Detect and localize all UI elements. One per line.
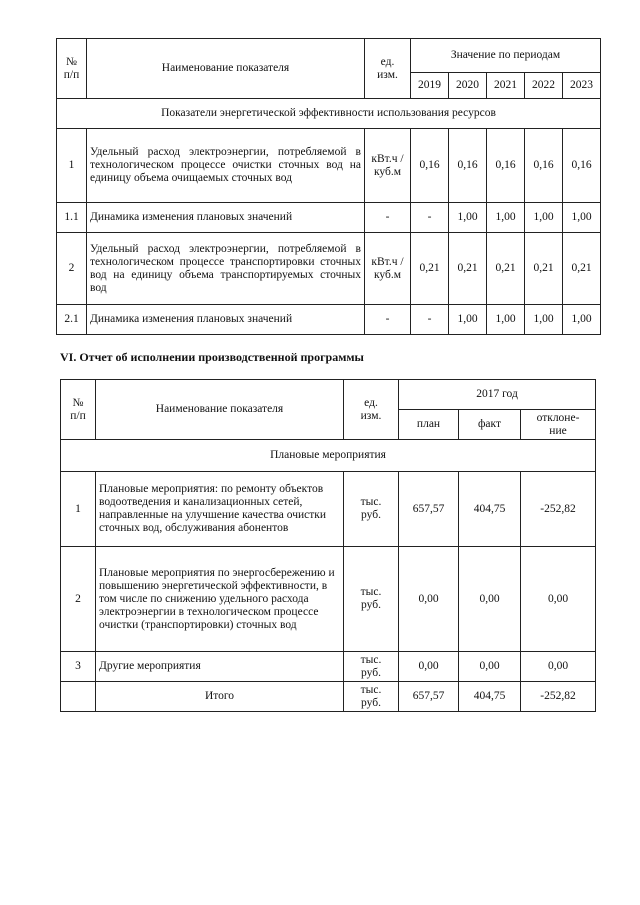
row-fact: 0,00: [459, 547, 521, 652]
production-program-report-table: [60, 379, 596, 712]
row-value: 1,00: [563, 305, 601, 335]
energy-efficiency-table: [56, 38, 601, 335]
col-header-unit: ед. изм.: [365, 39, 411, 99]
table-row: [57, 203, 601, 233]
row-value: 1,00: [525, 305, 563, 335]
row-unit: тыс. руб.: [344, 472, 399, 547]
row-value: 1,00: [487, 305, 525, 335]
row-value: 1,00: [525, 203, 563, 233]
row-num: 3: [61, 652, 96, 682]
total-num-cell: [61, 682, 96, 712]
year-header: 2023: [563, 73, 601, 99]
row-value: 0,16: [563, 129, 601, 203]
row-num: 1.1: [57, 203, 87, 233]
row-unit: -: [365, 203, 411, 233]
col-header-deviation: отклоне- ние: [521, 410, 596, 440]
col-header-name: Наименование показателя: [87, 39, 365, 99]
year-header: 2022: [525, 73, 563, 99]
row-fact: 404,75: [459, 472, 521, 547]
table-row: [61, 547, 596, 652]
row-deviation: 0,00: [521, 547, 596, 652]
col-header-fact: факт: [459, 410, 521, 440]
row-value: 0,16: [487, 129, 525, 203]
col-header-unit: ед. изм.: [344, 380, 399, 440]
row-value: 0,21: [563, 233, 601, 305]
row-value: 0,21: [449, 233, 487, 305]
table-row: [61, 652, 596, 682]
table-row: [57, 233, 601, 305]
table-row: [57, 305, 601, 335]
year-header: 2020: [449, 73, 487, 99]
col-header-name: Наименование показателя: [96, 380, 344, 440]
total-deviation: -252,82: [521, 682, 596, 712]
row-deviation: 0,00: [521, 652, 596, 682]
row-num: 2: [61, 547, 96, 652]
row-value: 0,16: [411, 129, 449, 203]
row-num: 2: [57, 233, 87, 305]
total-unit: тыс. руб.: [344, 682, 399, 712]
row-deviation: -252,82: [521, 472, 596, 547]
row-plan: 0,00: [399, 547, 459, 652]
section-title: VI. Отчет об исполнении производственной программы: [60, 350, 364, 364]
row-value: 1,00: [449, 203, 487, 233]
row-value: 0,16: [449, 129, 487, 203]
row-name: Удельный расход электроэнергии, потребляемой в технологическом процессе транспортировки сточных вод на единицу объема транспортируемых сточных вод: [87, 233, 365, 305]
row-num: 1: [57, 129, 87, 203]
row-unit: кВт.ч / куб.м: [365, 233, 411, 305]
table-row: [57, 129, 601, 203]
col-header-plan: план: [399, 410, 459, 440]
row-value: 0,21: [487, 233, 525, 305]
row-name: Плановые мероприятия по энергосбережению и повышению энергетической эффективности, в том числе по снижению удельного расхода электроэнергии в технологическом процессе очистки (транспортировки) сточных вод: [96, 547, 344, 652]
row-value: -: [411, 305, 449, 335]
row-unit: -: [365, 305, 411, 335]
row-num: 2.1: [57, 305, 87, 335]
row-value: 1,00: [449, 305, 487, 335]
row-value: 1,00: [563, 203, 601, 233]
col-header-num: № п/п: [61, 380, 96, 440]
row-value: 0,16: [525, 129, 563, 203]
section-row: Показатели энергетической эффективности использования ресурсов: [57, 99, 601, 129]
row-unit: кВт.ч / куб.м: [365, 129, 411, 203]
col-header-periods: Значение по периодам: [411, 39, 601, 73]
col-header-year: 2017 год: [399, 380, 596, 410]
row-name: Динамика изменения плановых значений: [87, 203, 365, 233]
total-row: [61, 682, 596, 712]
section-row: Плановые мероприятия: [61, 440, 596, 472]
row-name: Удельный расход электроэнергии, потребляемой в технологическом процессе очистки сточных вод на единицу объема очищаемых сточных вод: [87, 129, 365, 203]
row-num: 1: [61, 472, 96, 547]
row-name: Динамика изменения плановых значений: [87, 305, 365, 335]
row-value: -: [411, 203, 449, 233]
total-fact: 404,75: [459, 682, 521, 712]
row-value: 0,21: [525, 233, 563, 305]
row-name: Другие мероприятия: [96, 652, 344, 682]
col-header-num: № п/п: [57, 39, 87, 99]
row-value: 0,21: [411, 233, 449, 305]
year-header: 2019: [411, 73, 449, 99]
row-plan: 657,57: [399, 472, 459, 547]
total-plan: 657,57: [399, 682, 459, 712]
total-label: Итого: [96, 682, 344, 712]
row-plan: 0,00: [399, 652, 459, 682]
table-row: [61, 472, 596, 547]
row-value: 1,00: [487, 203, 525, 233]
year-header: 2021: [487, 73, 525, 99]
row-name: Плановые мероприятия: по ремонту объектов водоотведения и канализационных сетей, направленные на улучшение качества очистки сточных вод, обслуживания абонентов: [96, 472, 344, 547]
row-fact: 0,00: [459, 652, 521, 682]
row-unit: тыс. руб.: [344, 547, 399, 652]
row-unit: тыс. руб.: [344, 652, 399, 682]
